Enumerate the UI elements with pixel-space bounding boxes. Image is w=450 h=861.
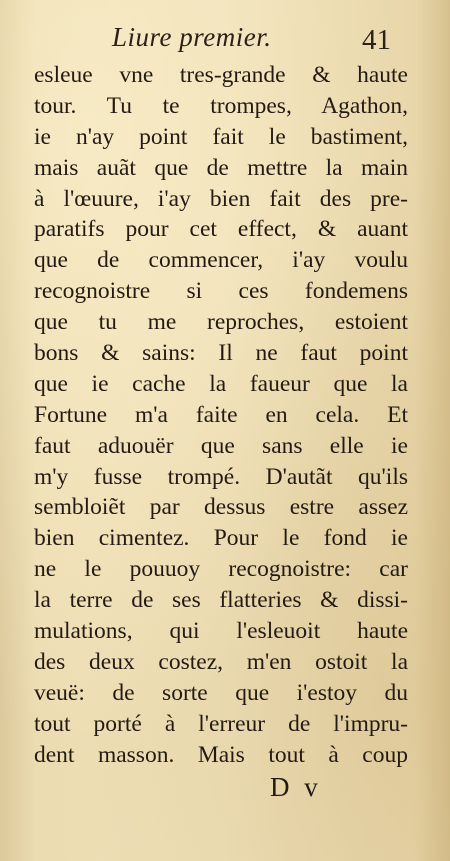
text-line: ne le pouuoy recognoistre: car — [34, 556, 408, 583]
text-line: bien cimentez. Pour le fond ie — [34, 525, 408, 552]
page-header — [0, 22, 450, 58]
text-line: ie n'ay point fait le bastiment, — [34, 123, 408, 150]
text-line: paratifs pour cet effect, & auant — [34, 216, 408, 243]
text-line: dent masson. Mais tout à coup — [34, 741, 408, 768]
text-line: que ie cache la faueur que la — [34, 370, 408, 397]
text-line: mulations, qui l'esleuoit haute — [34, 618, 408, 645]
text-line: m'y fusse trompé. D'autãt qu'ils — [34, 463, 408, 490]
text-line: bons & sains: Il ne faut point — [34, 340, 408, 367]
text-line: que tu me reproches, estoient — [34, 309, 408, 336]
text-line: recognoistre si ces fondemens — [34, 278, 408, 305]
text-line: la terre de ses flatteries & dissi- — [34, 587, 408, 614]
text-line: sembloiẽt par dessus estre assez — [34, 494, 408, 521]
text-line: Fortune m'a faite en cela. Et — [34, 401, 408, 428]
text-line: esleue vne tres-grande & haute — [34, 62, 408, 88]
text-line: à l'œuure, i'ay bien fait des pre- — [34, 185, 408, 212]
page-number: 41 — [362, 24, 391, 56]
text-line: faut aduouër que sans elle ie — [34, 432, 408, 459]
running-title: Liure premier. — [112, 22, 272, 52]
body-text — [34, 60, 408, 770]
text-line: tout porté à l'erreur de l'impru- — [34, 710, 408, 737]
signature-mark: D v — [270, 772, 322, 802]
text-line: tour. Tu te trompes, Agathon, — [34, 92, 408, 119]
text-line: que de commencer, i'ay voulu — [34, 247, 408, 274]
text-line: des deux costez, m'en ostoit la — [34, 648, 408, 675]
text-line: mais auãt que de mettre la main — [34, 154, 408, 181]
text-line: veuë: de sorte que i'estoy du — [34, 679, 408, 706]
